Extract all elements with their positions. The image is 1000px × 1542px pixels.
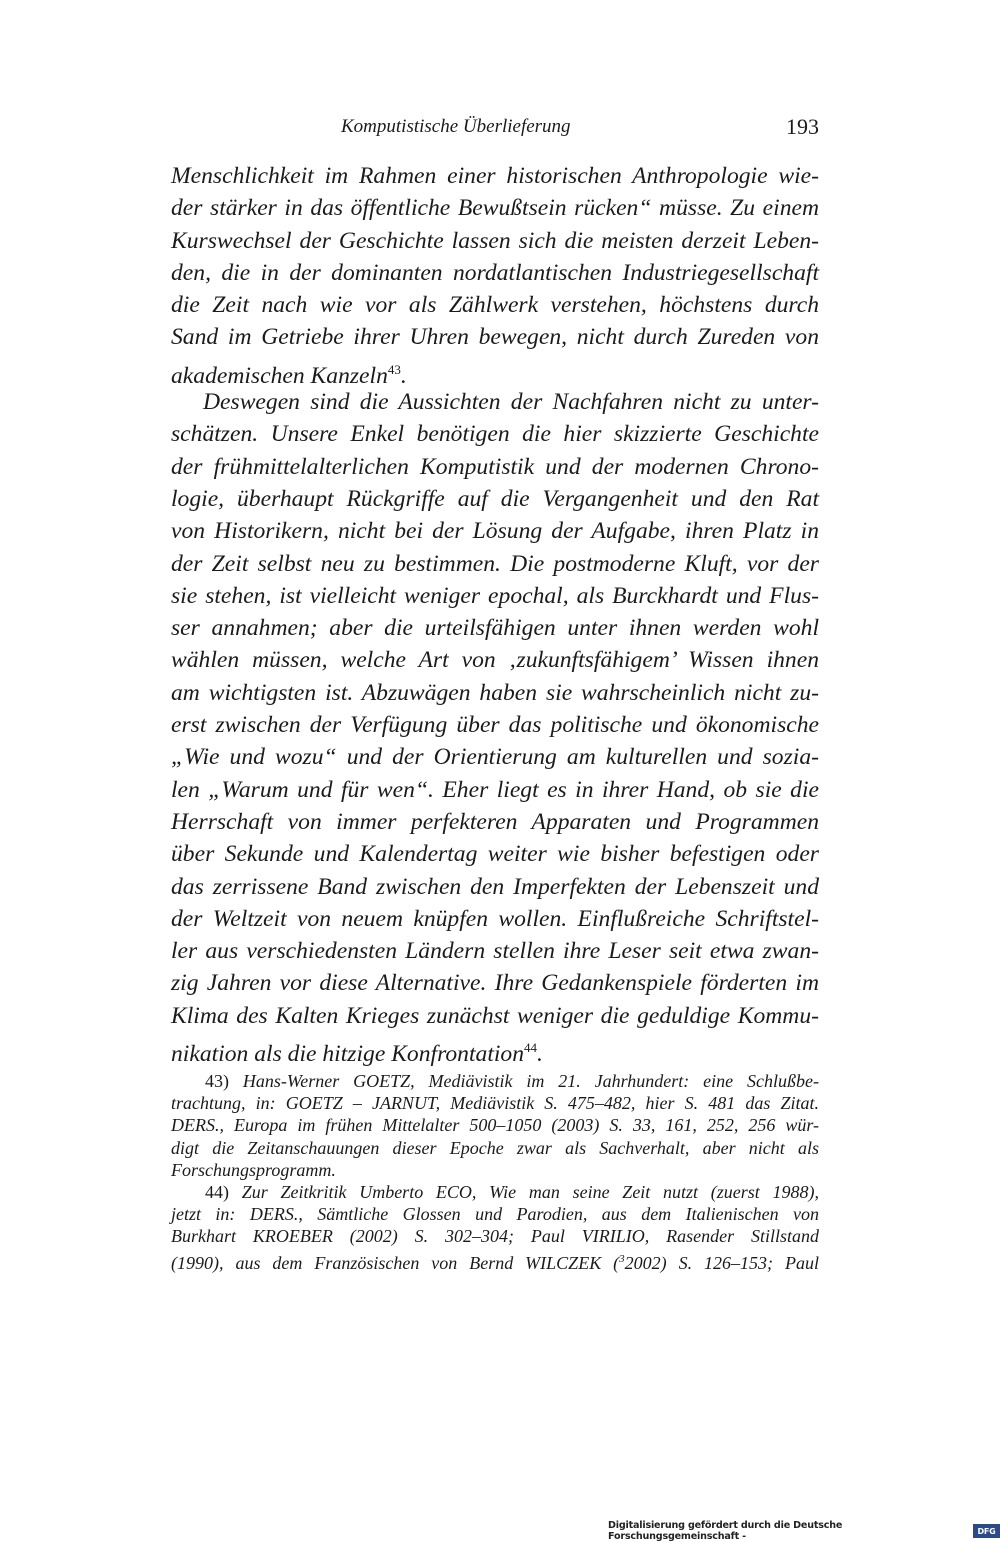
footnote-line: Burkhart KROEBER (2002) S. 302–304; Paul VIRILIO, Rasender Stillstand — [171, 1226, 819, 1247]
footnote-number: 43) — [205, 1071, 229, 1091]
text-line: der Weltzeit von neuem knüpfen wollen. Einflußreiche Schriftstel- — [171, 905, 819, 932]
text-line: wählen müssen, welche Art von ‚zukunftsfähigem’ Wissen ihnen — [171, 647, 819, 674]
text-line: Kurswechsel der Geschichte lassen sich die meisten derzeit Leben- — [171, 227, 819, 254]
text-line: der Zeit selbst neu zu bestimmen. Die postmoderne Kluft, vor der — [171, 550, 819, 577]
footer-text: Digitalisierung gefördert durch die Deutsche Forschungsgemeinschaft - — [608, 1520, 843, 1542]
text-line: die Zeit nach wie vor als Zählwerk verstehen, höchstens durch — [171, 292, 819, 319]
text-line: den, die in der dominanten nordatlantischen Industriegesellschaft — [171, 259, 819, 286]
text-line: logie, überhaupt Rückgriffe auf die Vergangenheit und den Rat — [171, 485, 819, 512]
text-line: über Sekunde und Kalendertag weiter wie bisher befestigen oder — [171, 841, 819, 868]
page-number: 193 — [786, 114, 819, 139]
edition-superscript: 3 — [619, 1252, 625, 1265]
text-line: Klima des Kalten Krieges zunächst weniger die geduldige Kommu- — [171, 1002, 819, 1029]
footnote-line: Forschungsprogramm. — [171, 1159, 336, 1180]
text-line: der frühmittelalterlichen Komputistik und der modernen Chrono- — [171, 453, 819, 480]
footnote-text: Zur Zeitkritik Umberto ECO, Wie man seine Zeit nutzt (zuerst 1988), — [241, 1182, 819, 1202]
footnote-text: Hans-Werner GOETZ, Mediävistik im 21. Jahrhundert: eine Schlußbe- — [242, 1071, 819, 1091]
paragraph-end-line — [171, 354, 819, 389]
footnote-line: jetzt in: DERS., Sämtliche Glossen und Parodien, aus dem Italienischen von — [171, 1204, 819, 1225]
text-line: schätzen. Unsere Enkel benötigen die hier skizzierte Geschichte — [171, 421, 819, 448]
footnote-text: 2002) S. 126–153; Paul — [624, 1252, 820, 1273]
text-line: das zerrissene Band zwischen den Imperfekten der Lebenszeit und — [171, 873, 819, 900]
footnote-line — [171, 1248, 820, 1273]
footnote-43 — [171, 1070, 819, 1181]
dfg-logo: DFG — [973, 1524, 1000, 1538]
main-text — [171, 160, 819, 1067]
text-line: der stärker in das öffentliche Bewußtsein rücken“ müsse. Zu einem — [171, 195, 819, 222]
para2-last-text: nikation als die hitzige Konfrontation — [171, 1040, 525, 1067]
footnote-line — [171, 1181, 819, 1203]
footnote-line: trachtung, in: GOETZ – JARNUT, Mediävistik S. 475–482, hier S. 481 das Zitat. — [171, 1093, 819, 1114]
text-line: ser annahmen; aber die urteilsfähigen unter ihnen werden wohl — [171, 615, 819, 642]
footnote-44 — [171, 1181, 820, 1273]
text-line: Menschlichkeit im Rahmen einer historischen Anthropologie wie- — [171, 163, 819, 189]
footnote-line: DERS., Europa im frühen Mittelalter 500–1050 (2003) S. 33, 161, 252, 256 wür- — [171, 1115, 819, 1136]
text-line: von Historikern, nicht bei der Lösung der Aufgabe, ihren Platz in — [171, 518, 819, 545]
para1-tail: . — [400, 362, 407, 389]
text-line: sie stehen, ist vielleicht weniger epochal, als Burckhardt und Flus- — [171, 582, 819, 609]
digitization-footer — [608, 1522, 1000, 1540]
footnote-line: digt die Zeitanschauungen dieser Epoche zwar als Sachverhalt, aber nicht als — [171, 1137, 819, 1158]
text-line: am wichtigsten ist. Abzuwägen haben sie wahrscheinlich nicht zu- — [171, 679, 819, 706]
footnote-line — [171, 1070, 819, 1092]
footnote-ref-44[interactable]: 44 — [524, 1040, 538, 1056]
footnote-number: 44) — [205, 1182, 229, 1202]
text-line: len „Warum und für wen“. Eher liegt es in ihrer Hand, ob sie die — [171, 776, 819, 803]
para2-tail: . — [537, 1040, 543, 1067]
running-title: Komputistische Überlieferung — [341, 116, 571, 137]
footnote-ref-43[interactable]: 43 — [387, 361, 401, 377]
text-line: „Wie und wozu“ und der Orientierung am kulturellen und sozia- — [171, 744, 819, 771]
footnote-text: (1990), aus dem Französischen von Bernd WILCZEK ( — [171, 1252, 620, 1273]
text-line: erst zwischen der Verfügung über das politische und ökonomische — [171, 712, 819, 739]
paragraph-end-line — [171, 1032, 819, 1067]
text-line: zig Jahren vor diese Alternative. Ihre Gedankenspiele förderten im — [171, 970, 819, 997]
text-line: Herrschaft von immer perfekteren Apparaten und Programmen — [171, 808, 819, 835]
text-line-indented: Deswegen sind die Aussichten der Nachfahren nicht zu unter- — [203, 389, 819, 416]
para1-last-text: akademischen Kanzeln — [171, 362, 388, 389]
running-head — [171, 114, 819, 144]
text-line: ler aus verschiedensten Ländern stellen ihre Leser seit etwa zwan- — [171, 938, 819, 965]
text-line: Sand im Getriebe ihrer Uhren bewegen, nicht durch Zureden von — [171, 324, 819, 351]
